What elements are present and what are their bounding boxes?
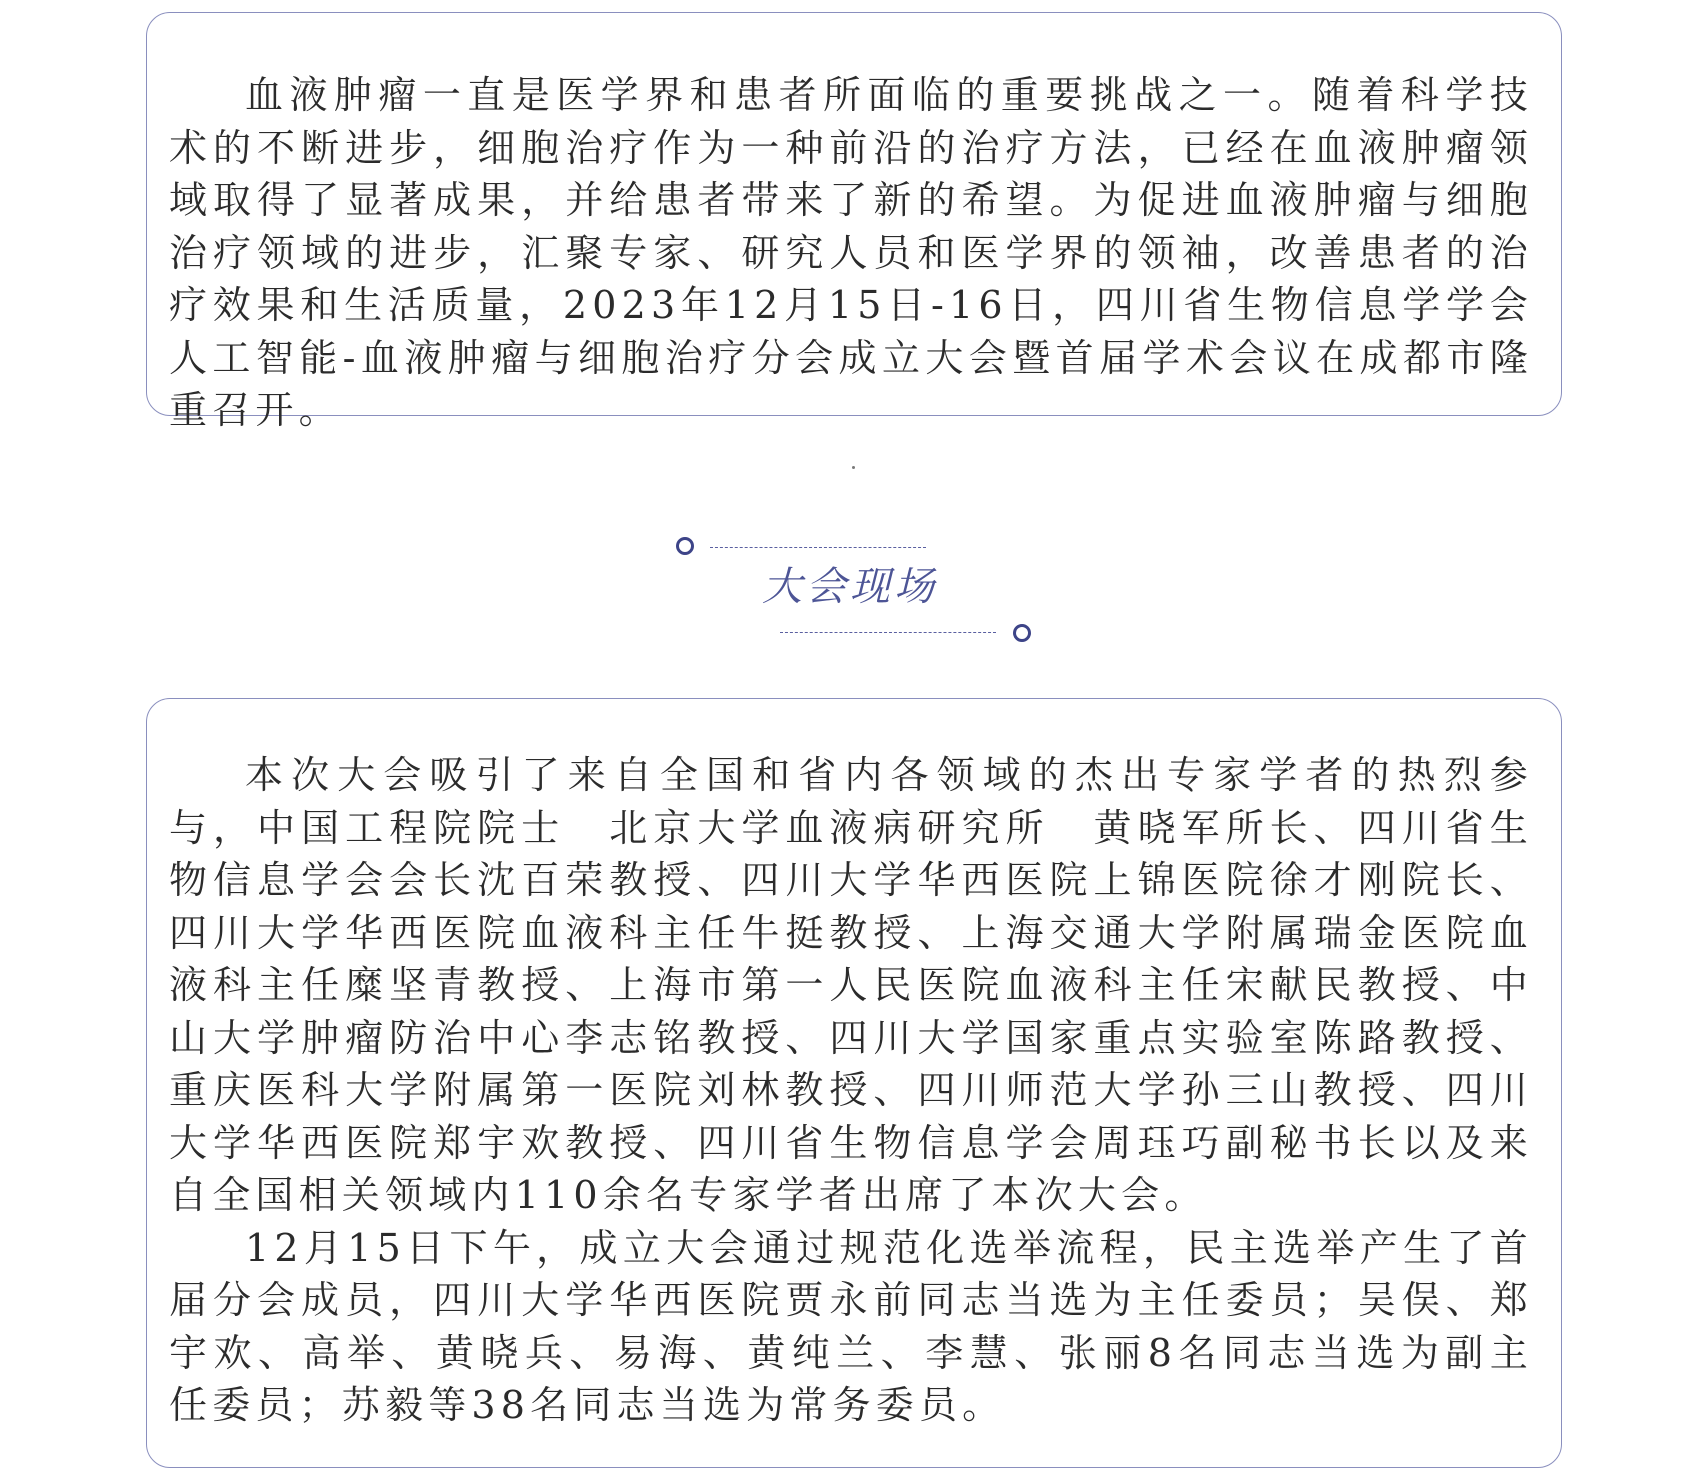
- intro-card: [146, 12, 1562, 432]
- dashed-divider-bottom: [780, 632, 996, 633]
- section-title: 大会现场: [762, 564, 938, 610]
- attendees-card: [146, 698, 1562, 1468]
- section-header: [0, 520, 1700, 650]
- separator-dot: [852, 466, 855, 469]
- attendees-paragraph: 本次大会吸引了来自全国和省内各领域的杰出专家学者的热烈参与，中国工程院院士 北京大学血液病研究所 黄晓军所长、四川省生物信息学会会长沈百荣教授、四川大学华西医院上锦医院徐才刚院长、四川大学华西医院血液科主任牛挺教授、上海交通大学附属瑞金医院血液科主任糜坚青教授、上海市第一人民医院血液科主任宋献民教授、中山大学肿瘤防治中心李志铭教授、四川大学国家重点实验室陈路教授、重庆医科大学附属第一医院刘林教授、四川师范大学孙三山教授、四川大学华西医院郑宇欢教授、四川省生物信息学会周珏巧副秘书长以及来自全国相关领域内110余名专家学者出席了本次大会。: [169, 753, 1533, 1217]
- dashed-divider-top: [710, 547, 926, 548]
- ring-icon: [1013, 624, 1031, 642]
- intro-paragraph: 血液肿瘤一直是医学界和患者所面临的重要挑战之一。随着科学技术的不断进步，细胞治疗作为一种前沿的治疗方法，已经在血液肿瘤领域取得了显著成果，并给患者带来了新的希望。为促进血液肿瘤与细胞治疗领域的进步，汇聚专家、研究人员和医学界的领袖，改善患者的治疗效果和生活质量，2023年12月15日-16日，四川省生物信息学学会人工智能-血液肿瘤与细胞治疗分会成立大会暨首届学术会议在成都市隆重召开。: [169, 73, 1533, 432]
- election-paragraph: 12月15日下午，成立大会通过规范化选举流程，民主选举产生了首届分会成员，四川大学华西医院贾永前同志当选为主任委员；吴俣、郑宇欢、高举、黄晓兵、易海、黄纯兰、李慧、张丽8名同志当选为副主任委员；苏毅等38名同志当选为常务委员。: [169, 1225, 1533, 1427]
- ring-icon: [676, 537, 694, 555]
